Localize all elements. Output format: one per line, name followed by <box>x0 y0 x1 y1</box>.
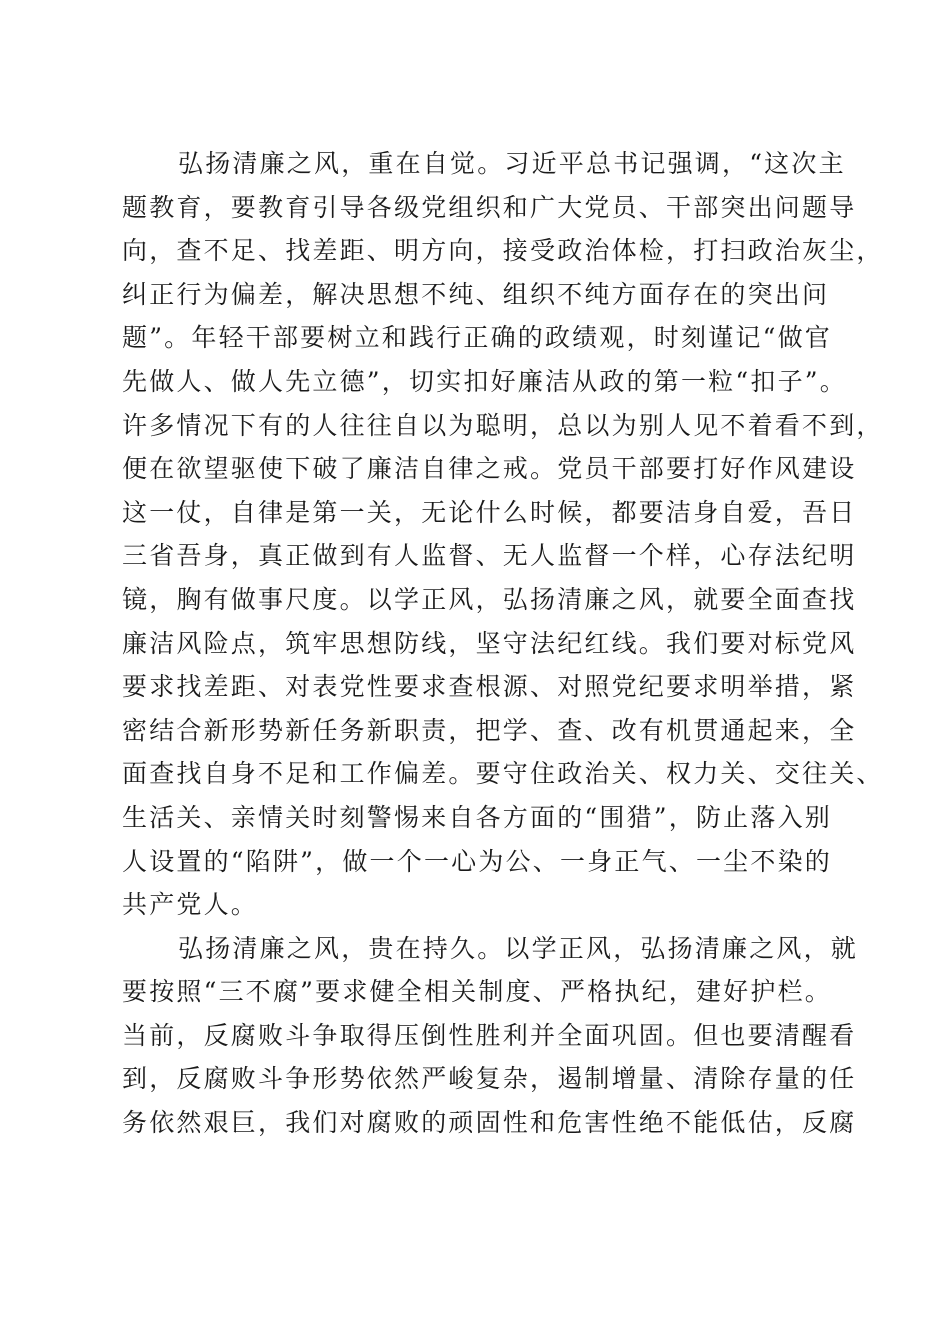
paragraph-line: 弘扬清廉之风，重在自觉。习近平总书记强调，“这次主 <box>178 149 846 178</box>
paragraph-line: 题”。年轻干部要树立和践行正确的政绩观，时刻谨记“做官 <box>122 323 832 353</box>
paragraph-line: 向，查不足、找差距、明方向，接受政治体检，打扫政治灰尘， <box>122 236 884 266</box>
paragraph-line: 当前，反腐败斗争取得压倒性胜利并全面巩固。但也要清醒看 <box>122 1020 857 1050</box>
paragraph-line: 弘扬清廉之风，贵在持久。以学正风，弘扬清廉之风，就 <box>178 933 859 963</box>
paragraph-line: 务依然艰巨，我们对腐败的顽固性和危害性绝不能低估，反腐 <box>122 1108 857 1138</box>
paragraph-line: 人设置的“陷阱”，做一个一心为公、一身正气、一尘不染的 <box>122 846 832 876</box>
paragraph-line: 廉洁风险点，筑牢思想防线，坚守法纪红线。我们要对标党风 <box>122 628 857 658</box>
paragraph-line: 密结合新形势新任务新职责，把学、查、改有机贯通起来，全 <box>122 715 857 745</box>
paragraph-line: 题教育，要教育引导各级党组织和广大党员、干部突出问题导 <box>122 192 857 222</box>
paragraph-line: 生活关、亲情关时刻警惕来自各方面的“围猎”，防止落入别 <box>122 802 832 832</box>
paragraph-line: 镜，胸有做事尺度。以学正风，弘扬清廉之风，就要全面查找 <box>122 584 857 614</box>
paragraph-1 <box>122 142 884 927</box>
body-text <box>122 142 884 1145</box>
paragraph-line: 先做人、做人先立德”，切实扣好廉洁从政的第一粒“扣子”。 <box>122 366 847 396</box>
paragraph-line: 要按照“三不腐”要求健全相关制度、严格执纪，建好护栏。 <box>122 977 832 1007</box>
paragraph-line: 便在欲望驱使下破了廉洁自律之戒。党员干部要打好作风建设 <box>122 454 857 484</box>
paragraph-line: 共产党人。 <box>122 890 259 920</box>
paragraph-line: 纠正行为偏差，解决思想不纯、组织不纯方面存在的突出问 <box>122 279 830 309</box>
paragraph-line: 面查找自身不足和工作偏差。要守住政治关、权力关、交往关、 <box>122 759 884 789</box>
paragraph-line: 要求找差距、对表党性要求查根源、对照党纪要求明举措，紧 <box>122 672 857 702</box>
paragraph-line: 许多情况下有的人往往自以为聪明，总以为别人见不着看不到， <box>122 410 884 440</box>
paragraph-line: 三省吾身，真正做到有人监督、无人监督一个样，心存法纪明 <box>122 541 857 571</box>
paragraph-line: 这一仗，自律是第一关，无论什么时候，都要洁身自爱，吾日 <box>122 497 857 527</box>
paragraph-2 <box>122 927 859 1145</box>
paragraph-line: 到，反腐败斗争形势依然严峻复杂，遏制增量、清除存量的任 <box>122 1064 857 1094</box>
